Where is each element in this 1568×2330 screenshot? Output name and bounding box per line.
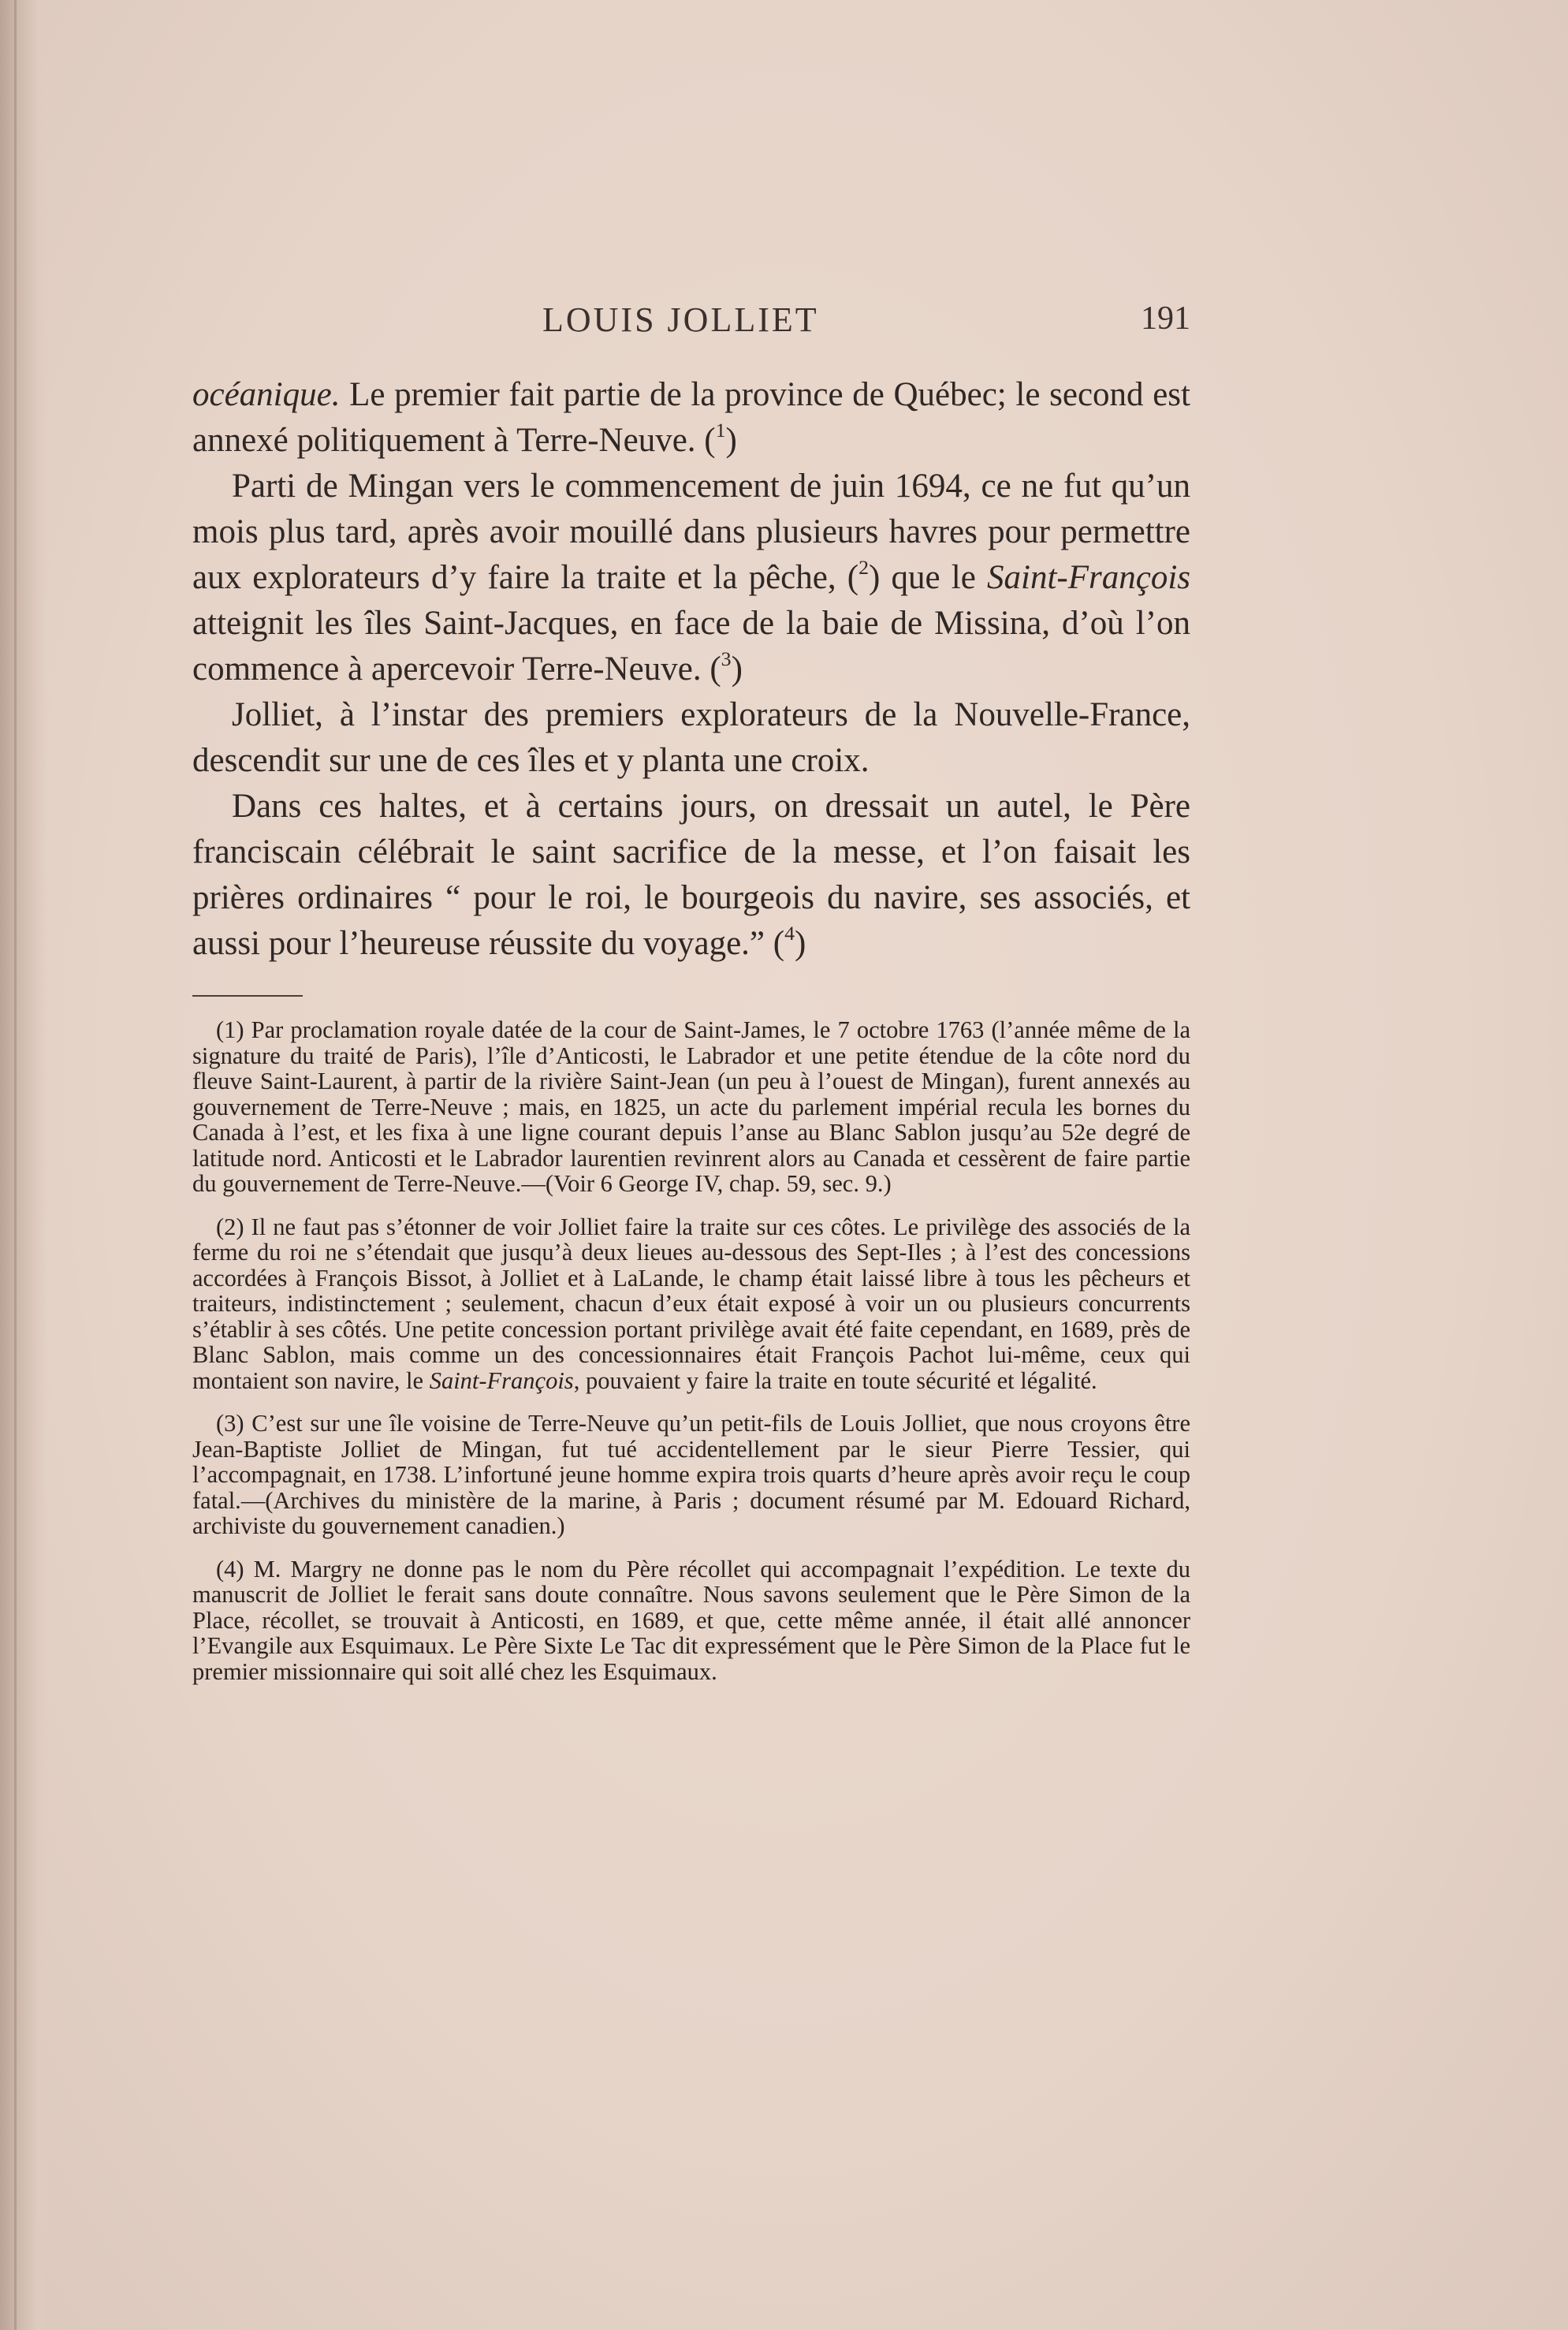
note-ref: 3 xyxy=(721,647,732,670)
main-text xyxy=(192,372,1190,967)
footnote-text: M. Margry ne donne pas le nom du Père récollet qui accompagnait l’expédition. Le texte du manuscrit de Jolliet le ferait sans doute connaître. Nous savons seulement que le Père Simon de la Place, récollet, se trouvait à Anticosti, en 1689, et que, cette même année, il était allé annoncer l’Evangile aux Esquimaux. Le Père Sixte Le Tac dit expressément que le Père Simon de la Place fut le premier missionnaire qui soit allé chez les Esquimaux. xyxy=(192,1555,1191,1685)
paragraph-text: Parti de Mingan vers le commencement de juin 1694, ce ne fut qu’un mois plus tard, après avoir mouillé dans plusieurs havres pour permettre aux explorateurs d’y faire la traite et la pêche, ( xyxy=(192,468,1190,596)
italic-word: océanique. xyxy=(192,376,341,413)
paragraph-1 xyxy=(192,372,1190,464)
paragraph-2 xyxy=(192,464,1190,692)
paragraph-4 xyxy=(192,784,1190,967)
paragraph-text: ) xyxy=(731,651,743,688)
footnote-text: , pouvaient y faire la traite en toute sécurité et légalité. xyxy=(573,1366,1097,1394)
paragraph-text: Dans ces haltes, et à certains jours, on dressait un autel, le Père franciscain célébrait le saint sacrifice de la messe, et l’on faisait les prières ordinaires “ pour le roi, le bourgeois du navire, ses associés, et aussi pour l’heureuse réussite du voyage.” ( xyxy=(192,788,1190,962)
footnote-rule xyxy=(192,995,303,997)
running-head: LOUIS JOLLIET xyxy=(542,300,819,339)
paragraph-text: ) xyxy=(725,422,737,459)
paragraph-text: atteignit les îles Saint-Jacques, en face de la baie de Missina, d’où l’on commence à apercevoir Terre-Neuve. ( xyxy=(192,605,1190,688)
note-ref: 1 xyxy=(715,418,726,442)
footnote-1 xyxy=(192,1017,1190,1197)
book-spine-shadow xyxy=(0,0,47,2330)
footnotes xyxy=(192,1017,1190,1684)
footnote-number: (4) xyxy=(216,1555,244,1583)
footnote-2 xyxy=(192,1214,1190,1394)
paragraph-text: ) que le xyxy=(869,559,988,596)
footnote-4 xyxy=(192,1556,1190,1685)
footnote-number: (1) xyxy=(216,1016,244,1043)
footnote-3 xyxy=(192,1411,1190,1539)
note-ref: 2 xyxy=(858,555,870,579)
ship-name: Saint-François xyxy=(429,1366,574,1394)
paragraph-text: Le premier fait partie de la province de Québec; le second est annexé politiquement à Terre-Neuve. ( xyxy=(192,376,1190,459)
footnote-number: (3) xyxy=(216,1410,244,1437)
page-header xyxy=(192,300,1190,355)
note-ref: 4 xyxy=(784,921,795,945)
ship-name: Saint-François xyxy=(987,559,1191,596)
paragraph-3: Jolliet, à l’instar des premiers explorateurs de la Nouvelle-France, descendit sur une de ces îles et y planta une croix. xyxy=(192,696,1190,779)
footnote-number: (2) xyxy=(216,1213,244,1240)
paragraph-text: ) xyxy=(794,925,806,962)
page-content xyxy=(192,300,1190,1702)
footnote-text: Par proclamation royale datée de la cour de Saint-James, le 7 octobre 1763 (l’année même de la signature du traité de Paris), l’île d’Anticosti, le Labrador et une petite étendue de la côte nord du fleuve Saint-Laurent, à partir de la rivière Saint-Jean (un peu à l’ouest de Mingan), furent annexés au gouvernement de Terre-Neuve ; mais, en 1825, un acte du parlement impérial recula les bornes du Canada à l’est, et les fixa à une ligne courant depuis l’anse au Blanc Sablon jusqu’au 52e degré de latitude nord. Anticosti et le Labrador laurentien revinrent alors au Canada et cessèrent de faire partie du gouvernement de Terre-Neuve.—(Voir 6 George IV, chap. 59, sec. 9.) xyxy=(192,1016,1190,1197)
footnote-text: Il ne faut pas s’étonner de voir Jolliet faire la traite sur ces côtes. Le privilège des associés de la ferme du roi ne s’étendait que jusqu’à deux lieues au-dessous des Sept-Iles ; à l’est des concessions accordées à François Bissot, à Jolliet et à LaLande, le champ était laissé libre à tous les pêcheurs et traiteurs, indistinctement ; seulement, chacun d’eux était exposé à voir un ou plusieurs concurrents s’établir à ses côtés. Une petite concession portant privilège avait été faite cependant, en 1689, près de Blanc Sablon, mais comme un des concessionnaires était François Pachot lui-même, ceux qui montaient son navire, le xyxy=(192,1213,1190,1394)
spine-line xyxy=(14,0,17,2330)
footnote-text: C’est sur une île voisine de Terre-Neuve qu’un petit-fils de Louis Jolliet, que nous croyons être Jean-Baptiste Jolliet de Mingan, fut tué accidentellement par le sieur Pierre Tessier, qui l’accompagnait, en 1738. L’infortuné jeune homme expira trois quarts d’heure après avoir reçu le coup fatal.—(Archives du ministère de la marine, à Paris ; document résumé par M. Edouard Richard, archiviste du gouvernement canadien.) xyxy=(192,1410,1191,1539)
page-number: 191 xyxy=(1141,300,1190,337)
